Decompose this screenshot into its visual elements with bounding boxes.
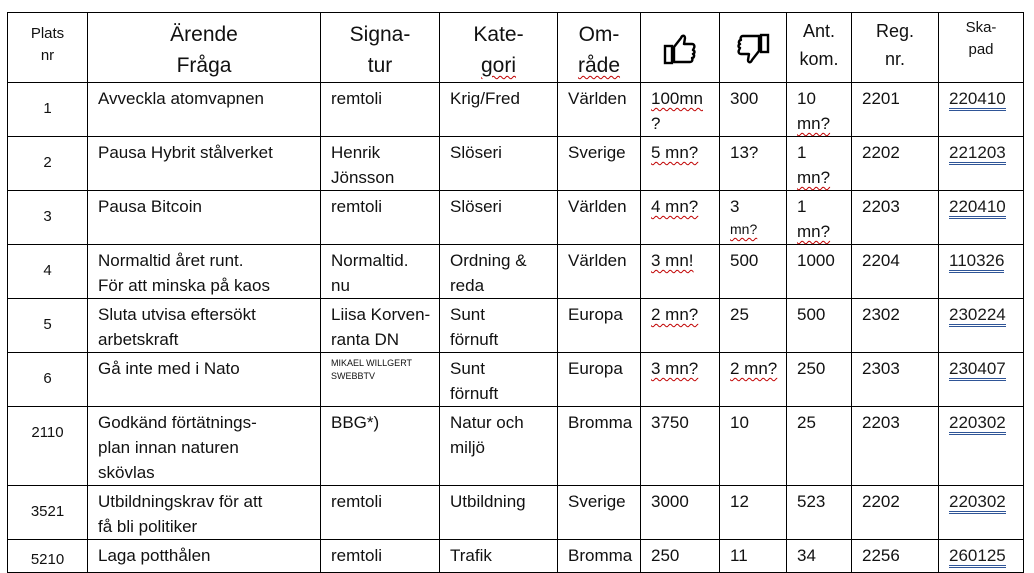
table-row xyxy=(8,245,1024,299)
cell-skapad: 221203 xyxy=(939,137,1024,191)
table-row xyxy=(8,353,1024,407)
cell-arende: Sluta utvisa eftersökt arbetskraft xyxy=(88,299,321,353)
table-row xyxy=(8,540,1024,573)
cell-skapad: 230407 xyxy=(939,353,1024,407)
cell-upp: 2 mn? xyxy=(641,299,720,353)
cell-omrade: Världen xyxy=(558,191,641,245)
cell-signatur: remtoli xyxy=(321,83,440,137)
cell-signatur: MIKAEL WILLGERT SWEBBTV xyxy=(321,353,440,407)
cell-kategori: Slöseri xyxy=(440,191,558,245)
cell-ner: 12 xyxy=(720,486,787,540)
cell-upp: 3750 xyxy=(641,407,720,486)
cell-kategori: Sunt förnuft xyxy=(440,353,558,407)
petition-table xyxy=(7,12,1024,573)
cell-antkom: 34 xyxy=(787,540,852,573)
thumbs-down-icon xyxy=(736,31,770,67)
header-plats: Plats nr xyxy=(8,13,88,83)
cell-signatur: Normaltid. nu xyxy=(321,245,440,299)
table-row xyxy=(8,407,1024,486)
cell-skapad: 220302 xyxy=(939,407,1024,486)
table-row xyxy=(8,486,1024,540)
cell-arende: Normaltid året runt. För att minska på kaos xyxy=(88,245,321,299)
cell-signatur: Henrik Jönsson xyxy=(321,137,440,191)
cell-antkom: 523 xyxy=(787,486,852,540)
cell-ner: 2 mn? xyxy=(720,353,787,407)
cell-kategori: Trafik xyxy=(440,540,558,573)
table-row xyxy=(8,191,1024,245)
cell-ner: 13? xyxy=(720,137,787,191)
cell-regnr: 2204 xyxy=(852,245,939,299)
cell-upp: 250 xyxy=(641,540,720,573)
cell-upp: 4 mn? xyxy=(641,191,720,245)
cell-arende: Laga potthålen xyxy=(88,540,321,573)
cell-antkom: 500 xyxy=(787,299,852,353)
cell-plats: 3521 xyxy=(8,486,88,540)
cell-arende: Pausa Hybrit stålverket xyxy=(88,137,321,191)
cell-antkom: 25 xyxy=(787,407,852,486)
table-row xyxy=(8,137,1024,191)
cell-plats: 5210 xyxy=(8,540,88,573)
cell-regnr: 2201 xyxy=(852,83,939,137)
header-skapad: Ska- pad xyxy=(939,13,1024,83)
cell-antkom: 1000 xyxy=(787,245,852,299)
header-regnr: Reg. nr. xyxy=(852,13,939,83)
cell-plats: 4 xyxy=(8,245,88,299)
cell-omrade: Världen xyxy=(558,245,641,299)
cell-plats: 1 xyxy=(8,83,88,137)
cell-arende: Godkänd förtätnings- plan innan naturen skövlas xyxy=(88,407,321,486)
cell-skapad: 230224 xyxy=(939,299,1024,353)
cell-omrade: Sverige xyxy=(558,486,641,540)
cell-arende: Gå inte med i Nato xyxy=(88,353,321,407)
header-kategori: Kate- gori xyxy=(440,13,558,83)
cell-kategori: Utbildning xyxy=(440,486,558,540)
cell-skapad: 260125 xyxy=(939,540,1024,573)
cell-signatur: remtoli xyxy=(321,191,440,245)
cell-regnr: 2256 xyxy=(852,540,939,573)
cell-upp: 3 mn? xyxy=(641,353,720,407)
cell-upp: 100mn ? xyxy=(641,83,720,137)
cell-omrade: Världen xyxy=(558,83,641,137)
cell-arende: Avveckla atomvapnen xyxy=(88,83,321,137)
cell-regnr: 2202 xyxy=(852,137,939,191)
header-omrade: Om- råde xyxy=(558,13,641,83)
cell-signatur: remtoli xyxy=(321,540,440,573)
cell-upp: 5 mn? xyxy=(641,137,720,191)
cell-plats: 2110 xyxy=(8,407,88,486)
cell-arende: Utbildningskrav för att få bli politiker xyxy=(88,486,321,540)
cell-plats: 2 xyxy=(8,137,88,191)
cell-regnr: 2202 xyxy=(852,486,939,540)
table-row xyxy=(8,83,1024,137)
header-antkom: Ant. kom. xyxy=(787,13,852,83)
header-thumbs-down xyxy=(720,13,787,83)
cell-plats: 6 xyxy=(8,353,88,407)
cell-ner: 25 xyxy=(720,299,787,353)
cell-omrade: Bromma xyxy=(558,540,641,573)
cell-upp: 3000 xyxy=(641,486,720,540)
cell-signatur: BBG*) xyxy=(321,407,440,486)
cell-regnr: 2302 xyxy=(852,299,939,353)
cell-regnr: 2203 xyxy=(852,407,939,486)
cell-ner: 11 xyxy=(720,540,787,573)
cell-signatur: remtoli xyxy=(321,486,440,540)
cell-ner: 3 mn? xyxy=(720,191,787,245)
cell-omrade: Europa xyxy=(558,299,641,353)
cell-omrade: Sverige xyxy=(558,137,641,191)
cell-plats: 5 xyxy=(8,299,88,353)
cell-antkom: 10 mn? xyxy=(787,83,852,137)
cell-ner: 300 xyxy=(720,83,787,137)
cell-upp: 3 mn! xyxy=(641,245,720,299)
cell-skapad: 220410 xyxy=(939,191,1024,245)
cell-omrade: Bromma xyxy=(558,407,641,486)
cell-antkom: 1 mn? xyxy=(787,191,852,245)
header-thumbs-up xyxy=(641,13,720,83)
cell-skapad: 110326 xyxy=(939,245,1024,299)
cell-kategori: Krig/Fred xyxy=(440,83,558,137)
cell-plats: 3 xyxy=(8,191,88,245)
cell-skapad: 220302 xyxy=(939,486,1024,540)
header-signatur: Signa- tur xyxy=(321,13,440,83)
cell-omrade: Europa xyxy=(558,353,641,407)
header-arende: Ärende Fråga xyxy=(88,13,321,83)
cell-kategori: Sunt förnuft xyxy=(440,299,558,353)
cell-kategori: Ordning & reda xyxy=(440,245,558,299)
cell-ner: 10 xyxy=(720,407,787,486)
cell-arende: Pausa Bitcoin xyxy=(88,191,321,245)
cell-antkom: 250 xyxy=(787,353,852,407)
cell-antkom: 1 mn? xyxy=(787,137,852,191)
cell-signatur: Liisa Korven- ranta DN xyxy=(321,299,440,353)
cell-regnr: 2303 xyxy=(852,353,939,407)
table-row xyxy=(8,299,1024,353)
thumbs-up-icon xyxy=(663,31,697,67)
cell-kategori: Slöseri xyxy=(440,137,558,191)
cell-kategori: Natur och miljö xyxy=(440,407,558,486)
header-row xyxy=(8,13,1024,83)
cell-skapad: 220410 xyxy=(939,83,1024,137)
cell-regnr: 2203 xyxy=(852,191,939,245)
cell-ner: 500 xyxy=(720,245,787,299)
